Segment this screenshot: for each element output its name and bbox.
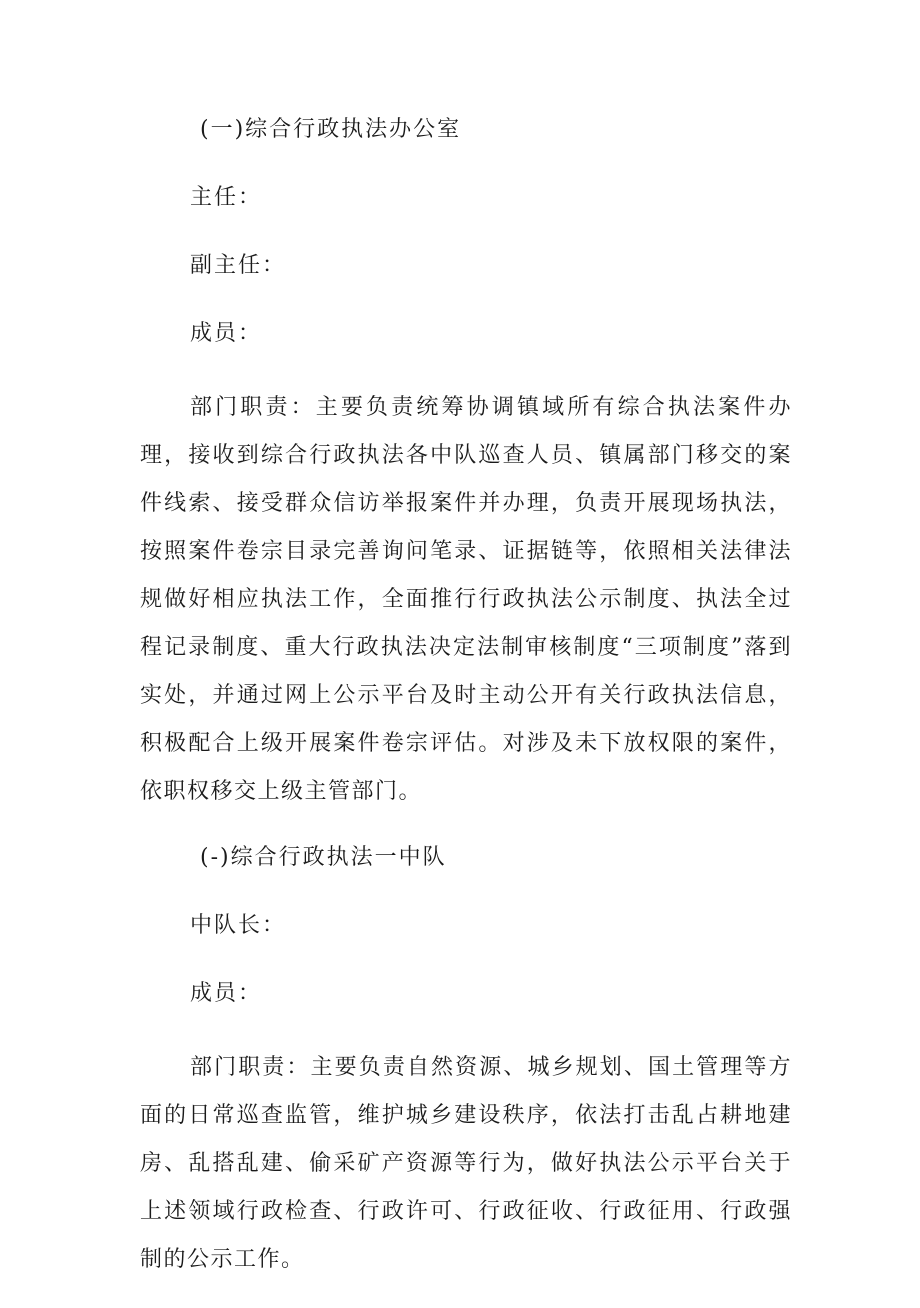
deputy-director-label: 副主任： <box>190 253 287 278</box>
members-label: 成员： <box>190 981 263 1006</box>
duties-paragraph: 部门职责：主要负责统筹协调镇域所有综合执法案件办理，接收到综合行政执法各中队巡查人员、镇属部门移交的案件线索、接受群众信访举报案件并办理，负责开展现场执法，按照案件卷宗目录完善询问笔录、证据链等，依照相关法律法规做好相应执法工作，全面推行行政执法公示制度、执法全过程记录制度、重大行政执法决定法制审核制度“三项制度”落到实处，并通过网上公示平台及时主动公开有关行政执法信息，积极配合上级开展案件卷宗评估。对涉及未下放权限的案件，依职权移交上级主管部门。 <box>140 395 792 804</box>
duties-paragraph: 部门职责：主要负责自然资源、城乡规划、国土管理等方面的日常巡查监管，维护城乡建设秩序，依法打击乱占耕地建房、乱搭乱建、偷采矿产资源等行为，做好执法公示平台关于上述领域行政检查、行政许可、行政征收、行政征用、行政强制的公示工作。 <box>140 1055 792 1272</box>
squad-leader-label: 中队长： <box>190 913 287 938</box>
members-label: 成员： <box>190 321 263 346</box>
document-page <box>140 112 792 1308</box>
section-heading: (-)综合行政执法一中队 <box>200 845 447 870</box>
director-label: 主任： <box>190 185 263 210</box>
section-heading: (一)综合行政执法办公室 <box>200 117 462 142</box>
